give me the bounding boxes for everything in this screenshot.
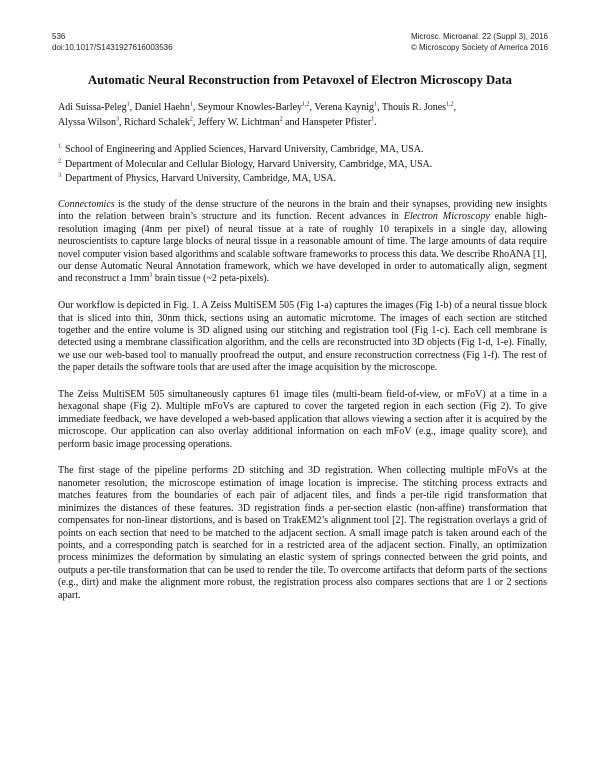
author-separator: , xyxy=(129,102,135,113)
author-affiliation-mark: 2 xyxy=(189,116,193,123)
author-affiliation-mark: 2 xyxy=(279,116,283,123)
paper-title: Automatic Neural Reconstruction from Petavoxel of Electron Microscopy Data xyxy=(88,73,512,87)
author-separator: , xyxy=(192,116,198,128)
article-body xyxy=(58,199,547,616)
copyright: © Microscopy Society of America 2016 xyxy=(410,43,548,52)
affiliation-number: 1. xyxy=(58,143,63,150)
paragraph-text: is the study of the dense structure of the neurons in the brain and their synapses, providing new insights into the relation between brain’s structure and its function. Recent advances in xyxy=(58,199,547,223)
affiliation xyxy=(58,158,552,173)
author-affiliation-mark: 1,2 xyxy=(302,101,310,108)
author-separator: , xyxy=(309,102,315,113)
author xyxy=(198,102,314,113)
author xyxy=(124,117,198,128)
author-name: Daniel Haehn xyxy=(134,102,190,113)
italic-term: Connectomics xyxy=(58,199,115,210)
affiliation-number: 3. xyxy=(58,172,63,179)
paragraph-multisem: The Zeiss MultiSEM 505 simultaneously captures 61 image tiles (multi-beam field-of-view, or mFoV) at a time in a hexagonal shape (Fig 2). Multiple mFoVs are captured to cover the targeted region in each section (Fig 2). To give immediate feedback, we have developed a web-based application that allows viewing a section after it is acquired by the microscope. Our application can also overlay additional information on each mFoV (e.g., image quality score), and perform basic image processing operations. xyxy=(58,389,547,450)
author-name: Jeffery W. Lichtman xyxy=(197,116,280,128)
affiliation-list xyxy=(58,143,552,187)
paragraph-text: enable high-resolution imaging (4nm per pixel) of neural tissue at a rate of roughly 10 terapixels in a single day, allowing neuroscientists to capture large blocks of neural tissue in a reasonable amount of time. The large amounts of data require novel computer vision based algorithms and scalable software frameworks to process this data. We describe RhoANA [1], our dense Automatic Neural Annotation framework, which we have developed in order to automatically align, segment and reconstruct a 1mm xyxy=(58,211,548,285)
author xyxy=(198,117,302,128)
author-name: Verena Kaynig xyxy=(314,102,375,113)
author-separator: . xyxy=(374,116,377,128)
affiliation xyxy=(58,172,552,187)
author-name: Adi Suissa-Peleg xyxy=(58,102,127,113)
author-affiliation-mark: 1 xyxy=(374,101,378,108)
page-number: 536 xyxy=(52,32,66,41)
author xyxy=(135,102,198,113)
affiliation-text: School of Engineering and Applied Sciences, Harvard University, Cambridge, MA, USA. xyxy=(62,144,424,155)
affiliation xyxy=(58,143,552,158)
author-name: Richard Schalek xyxy=(124,116,190,128)
affiliation-text: Department of Molecular and Cellular Biology, Harvard University, Cambridge, MA, USA. xyxy=(62,158,433,170)
author-name: Alyssa Wilson xyxy=(58,116,117,128)
author-name: Hanspeter Pfister xyxy=(302,116,372,128)
author-separator: and xyxy=(282,116,303,128)
author-separator: , xyxy=(192,102,198,113)
affiliation-number: 2. xyxy=(58,158,63,165)
author-list xyxy=(58,101,552,130)
affiliation-text: Department of Physics, Harvard University, Cambridge, MA, USA. xyxy=(62,173,336,184)
author-affiliation-mark: 1 xyxy=(126,101,130,108)
author-affiliation-mark: 1,2 xyxy=(446,101,454,108)
author-separator: , xyxy=(119,116,125,128)
journal-citation: Microsc. Microanal. 22 (Suppl 3), 2016 xyxy=(411,32,548,41)
paragraph-intro xyxy=(58,199,547,286)
italic-term: Electron Microscopy xyxy=(403,211,490,223)
paragraph-registration: The first stage of the pipeline performs 2D stitching and 3D registration. When collecting multiple mFoVs at the nanometer resolution, the microscope estimation of image location is imprecise. The stitching process extracts and matches features from the boundaries of each pair of adjacent tiles, and finds a per-tile rigid transformation that minimizes the distances of these features. 3D registration finds a per-section elastic (non-affine) transformation that compensates for non-linear distortions, and is based on TrakEM2’s alignment tool [2]. The registration overlays a grid of points on each section that need to be matched to the adjacent section. A small image patch is taken around each of the points, and a corresponding patch is searched for in a restricted area of the adjacent section. Finally, an optimization process minimizes the deformation by simulating an elastic system of springs connected between the grid points, and outputs a per-tile transformation that can be used to render the tile. To overcome artifacts that deform parts of the sections (e.g., dirt) and make the alignment more robust, the registration process also compares sections that are 1 or 2 sections apart. xyxy=(58,465,547,601)
author xyxy=(382,102,456,113)
author-affiliation-mark: 3 xyxy=(116,116,120,123)
author-affiliation-mark: 1 xyxy=(189,101,193,108)
author-separator: , xyxy=(453,102,457,113)
author xyxy=(58,102,135,113)
doi: doi:10.1017/S1431927616003536 xyxy=(52,43,173,52)
exponent: 3 xyxy=(149,273,153,280)
paragraph-text: brain tissue (~2 peta-pixels). xyxy=(152,273,270,285)
author-name: Seymour Knowles-Barley xyxy=(197,102,303,113)
header-right xyxy=(411,31,548,53)
author xyxy=(302,117,377,128)
author-name: Thouis R. Jones xyxy=(381,102,447,113)
author xyxy=(314,102,382,113)
header-left xyxy=(52,31,173,53)
author-separator: , xyxy=(377,102,382,113)
author-affiliation-mark: 1 xyxy=(371,116,375,123)
author xyxy=(58,117,124,128)
paragraph-workflow: Our workflow is depicted in Fig. 1. A Zeiss MultiSEM 505 (Fig 1-a) captures the images (Fig 1-b) of a neural tissue block that is sliced into thin, 30nm thick, sections using an automatic microtome. The images of each section are stitched together and the entire volume is 3D aligned using our stitching and registration tool (Fig 1-c). Each cell membrane is detected using a membrane classification algorithm, and the cells are reconstructed into 3D objects (Fig 1-d, 1-e). Finally, we use our web-based tool to manually proofread the output, and ensure reconstruction correctness (Fig 1-f). The rest of the paper details the software tools that are used after the image acquisition by the microscope. xyxy=(58,300,547,374)
